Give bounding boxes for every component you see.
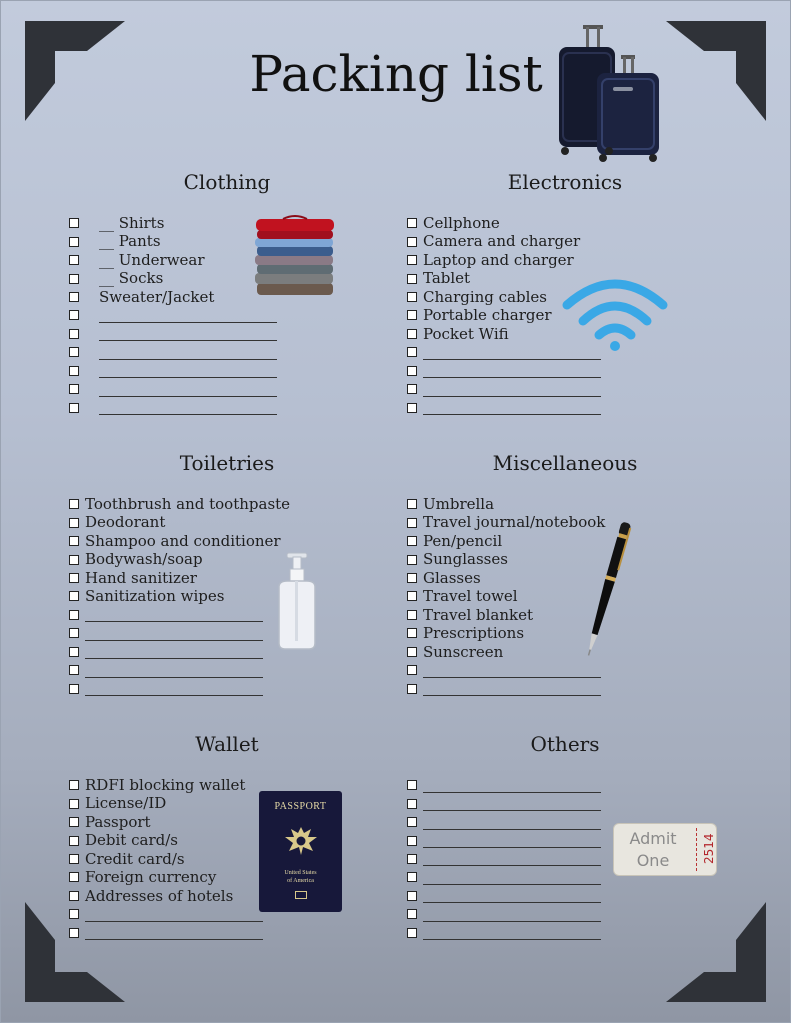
- checkbox[interactable]: [407, 292, 417, 302]
- blank-item[interactable]: [407, 398, 601, 416]
- list-item[interactable]: License/ID: [69, 794, 263, 812]
- checkbox[interactable]: [407, 647, 417, 657]
- checkbox[interactable]: [407, 610, 417, 620]
- list-item[interactable]: Credit card/s: [69, 850, 263, 868]
- list-item[interactable]: Shampoo and conditioner: [69, 532, 290, 550]
- checkbox[interactable]: [407, 872, 417, 882]
- passport-label: PASSPORT: [274, 801, 327, 812]
- blank-item[interactable]: [69, 924, 263, 942]
- checkbox[interactable]: [407, 628, 417, 638]
- list-item[interactable]: Travel towel: [407, 587, 605, 605]
- blank-line[interactable]: [99, 363, 277, 378]
- luggage-icon: [553, 23, 663, 163]
- admit-one-ticket-icon: [613, 823, 717, 876]
- blank-item[interactable]: [69, 306, 277, 324]
- blank-item[interactable]: [407, 679, 605, 697]
- list-item[interactable]: __ Pants: [69, 232, 277, 250]
- checkbox[interactable]: [69, 610, 79, 620]
- list-item[interactable]: Sunscreen: [407, 643, 605, 661]
- checkbox[interactable]: [407, 237, 417, 247]
- list-item[interactable]: __ Underwear: [69, 251, 277, 269]
- checkbox[interactable]: [69, 274, 79, 284]
- list-item[interactable]: Laptop and charger: [407, 251, 601, 269]
- checkbox[interactable]: [69, 555, 79, 565]
- blank-line[interactable]: [423, 681, 601, 696]
- pen-icon: [575, 516, 639, 666]
- blank-item[interactable]: [69, 343, 277, 361]
- blank-line[interactable]: [85, 681, 263, 696]
- checkbox[interactable]: [407, 403, 417, 413]
- passport-icon: [259, 791, 342, 912]
- blank-line[interactable]: [423, 382, 601, 397]
- list-item[interactable]: Sanitization wipes: [69, 587, 290, 605]
- ticket-perforation: [696, 828, 697, 871]
- blank-line[interactable]: [423, 851, 601, 866]
- blank-item[interactable]: [407, 924, 601, 942]
- checkbox[interactable]: [407, 499, 417, 509]
- checkbox[interactable]: [69, 647, 79, 657]
- blank-line[interactable]: [423, 363, 601, 378]
- list-item[interactable]: Foreign currency: [69, 868, 263, 886]
- checkbox[interactable]: [407, 274, 417, 284]
- checkbox[interactable]: [69, 799, 79, 809]
- chip-icon: [295, 891, 307, 899]
- list-item[interactable]: RDFI blocking wallet: [69, 776, 263, 794]
- eagle-seal-icon: [281, 823, 321, 859]
- blank-line[interactable]: [85, 663, 263, 678]
- checkbox[interactable]: [69, 817, 79, 827]
- list-item[interactable]: Camera and charger: [407, 232, 601, 250]
- blank-line[interactable]: [423, 925, 601, 940]
- soap-dispenser-icon: [273, 551, 323, 651]
- checkbox[interactable]: [407, 684, 417, 694]
- ticket-number: 2514: [702, 833, 716, 864]
- list-item[interactable]: Portable charger: [407, 306, 601, 324]
- checkbox[interactable]: [407, 555, 417, 565]
- checkbox[interactable]: [69, 872, 79, 882]
- blank-line[interactable]: [85, 907, 263, 922]
- checkbox[interactable]: [407, 891, 417, 901]
- checkbox[interactable]: [69, 384, 79, 394]
- folded-clothes-icon: [253, 213, 339, 297]
- blank-line[interactable]: [99, 326, 277, 341]
- passport-country-line2: of America: [287, 878, 314, 884]
- blank-item[interactable]: [69, 362, 277, 380]
- checkbox[interactable]: [69, 499, 79, 509]
- list-item[interactable]: Sweater/Jacket: [69, 288, 277, 306]
- clothing-list: [69, 214, 277, 417]
- ticket-one-text: One: [636, 851, 670, 870]
- toiletries-list: [69, 495, 290, 698]
- checkbox[interactable]: [407, 817, 417, 827]
- checkbox[interactable]: [407, 536, 417, 546]
- list-item[interactable]: Sunglasses: [407, 550, 605, 568]
- checkbox[interactable]: [69, 928, 79, 938]
- checkbox[interactable]: [407, 928, 417, 938]
- list-item[interactable]: Travel journal/notebook: [407, 513, 605, 531]
- list-item[interactable]: Glasses: [407, 569, 605, 587]
- list-item[interactable]: Hand sanitizer: [69, 569, 290, 587]
- list-item[interactable]: Charging cables: [407, 288, 601, 306]
- checkbox[interactable]: [407, 836, 417, 846]
- blank-line[interactable]: [85, 607, 263, 622]
- list-item[interactable]: Pocket Wifi: [407, 325, 601, 343]
- blank-item[interactable]: [407, 380, 601, 398]
- blank-line[interactable]: [423, 815, 601, 830]
- blank-item[interactable]: [407, 776, 601, 794]
- list-item[interactable]: Umbrella: [407, 495, 605, 513]
- list-item[interactable]: Bodywash/soap: [69, 550, 290, 568]
- blank-item[interactable]: [407, 831, 601, 849]
- top-left-corner-icon: [25, 21, 125, 121]
- blank-item[interactable]: [407, 850, 601, 868]
- wifi-icon: [561, 275, 669, 353]
- checkbox[interactable]: [407, 329, 417, 339]
- blank-line[interactable]: [423, 796, 601, 811]
- blank-item[interactable]: [407, 794, 601, 812]
- checkbox[interactable]: [407, 518, 417, 528]
- checkbox[interactable]: [69, 403, 79, 413]
- checkbox[interactable]: [69, 536, 79, 546]
- list-item[interactable]: Debit card/s: [69, 831, 263, 849]
- checkbox[interactable]: [407, 799, 417, 809]
- checkbox[interactable]: [69, 237, 79, 247]
- checkbox[interactable]: [69, 310, 79, 320]
- passport-country-line1: United States: [284, 870, 317, 876]
- wallet-list: [69, 776, 263, 942]
- checkbox[interactable]: [407, 255, 417, 265]
- checkbox[interactable]: [407, 780, 417, 790]
- checkbox[interactable]: [69, 891, 79, 901]
- blank-item[interactable]: [69, 606, 290, 624]
- others-heading: Others: [530, 732, 600, 756]
- blank-line[interactable]: [99, 382, 277, 397]
- list-item[interactable]: Pen/pencil: [407, 532, 605, 550]
- checkbox[interactable]: [69, 255, 79, 265]
- blank-line[interactable]: [423, 400, 601, 415]
- blank-line[interactable]: [85, 644, 263, 659]
- clothing-heading: Clothing: [183, 170, 271, 194]
- checkbox[interactable]: [69, 573, 79, 583]
- list-item[interactable]: Prescriptions: [407, 624, 605, 642]
- checkbox[interactable]: [69, 628, 79, 638]
- blank-item[interactable]: [69, 643, 290, 661]
- blank-line[interactable]: [423, 833, 601, 848]
- wallet-heading: Wallet: [195, 732, 259, 756]
- electronics-heading: Electronics: [507, 170, 623, 194]
- blank-line[interactable]: [423, 907, 601, 922]
- checkbox[interactable]: [69, 909, 79, 919]
- list-item[interactable]: Toothbrush and toothpaste: [69, 495, 290, 513]
- ticket-admit-text: Admit: [629, 829, 677, 848]
- checkbox[interactable]: [407, 665, 417, 675]
- blank-item[interactable]: [407, 887, 601, 905]
- checkbox[interactable]: [69, 780, 79, 790]
- checkbox[interactable]: [407, 591, 417, 601]
- checkbox[interactable]: [407, 366, 417, 376]
- checkbox[interactable]: [69, 684, 79, 694]
- checkbox[interactable]: [69, 366, 79, 376]
- checkbox[interactable]: [69, 292, 79, 302]
- page-title: Packing list: [249, 45, 543, 103]
- blank-item[interactable]: [69, 325, 277, 343]
- checkbox[interactable]: [407, 573, 417, 583]
- list-item[interactable]: Tablet: [407, 269, 601, 287]
- checkbox[interactable]: [407, 854, 417, 864]
- blank-item[interactable]: [407, 813, 601, 831]
- checkbox[interactable]: [407, 347, 417, 357]
- others-list: [407, 776, 601, 942]
- blank-item[interactable]: [407, 868, 601, 886]
- blank-item[interactable]: [69, 624, 290, 642]
- blank-line[interactable]: [99, 345, 277, 360]
- blank-item[interactable]: [69, 661, 290, 679]
- blank-item[interactable]: [69, 905, 263, 923]
- checkbox[interactable]: [69, 591, 79, 601]
- blank-line[interactable]: [423, 870, 601, 885]
- list-item[interactable]: __ Socks: [69, 269, 277, 287]
- blank-item[interactable]: [69, 380, 277, 398]
- list-item[interactable]: Deodorant: [69, 513, 290, 531]
- checkbox[interactable]: [69, 329, 79, 339]
- blank-line[interactable]: [99, 308, 277, 323]
- list-item[interactable]: Cellphone: [407, 214, 601, 232]
- list-item[interactable]: __ Shirts: [69, 214, 277, 232]
- checkbox[interactable]: [407, 218, 417, 228]
- checkbox[interactable]: [69, 518, 79, 528]
- checkbox[interactable]: [69, 854, 79, 864]
- blank-item[interactable]: [69, 398, 277, 416]
- blank-line[interactable]: [99, 400, 277, 415]
- top-right-corner-icon: [666, 21, 766, 121]
- blank-line[interactable]: [85, 626, 263, 641]
- checkbox[interactable]: [69, 665, 79, 675]
- blank-item[interactable]: [69, 679, 290, 697]
- list-item[interactable]: Passport: [69, 813, 263, 831]
- blank-item[interactable]: [407, 362, 601, 380]
- miscellaneous-heading: Miscellaneous: [492, 451, 638, 475]
- checkbox[interactable]: [69, 347, 79, 357]
- list-item[interactable]: Addresses of hotels: [69, 887, 263, 905]
- checkbox[interactable]: [407, 384, 417, 394]
- bottom-right-corner-icon: [666, 902, 766, 1002]
- checkbox[interactable]: [69, 836, 79, 846]
- blank-item[interactable]: [407, 905, 601, 923]
- checkbox[interactable]: [407, 310, 417, 320]
- blank-line[interactable]: [423, 778, 601, 793]
- blank-line[interactable]: [85, 925, 263, 940]
- blank-line[interactable]: [423, 888, 601, 903]
- checkbox[interactable]: [69, 218, 79, 228]
- list-item[interactable]: Travel blanket: [407, 606, 605, 624]
- checkbox[interactable]: [407, 909, 417, 919]
- toiletries-heading: Toiletries: [179, 451, 275, 475]
